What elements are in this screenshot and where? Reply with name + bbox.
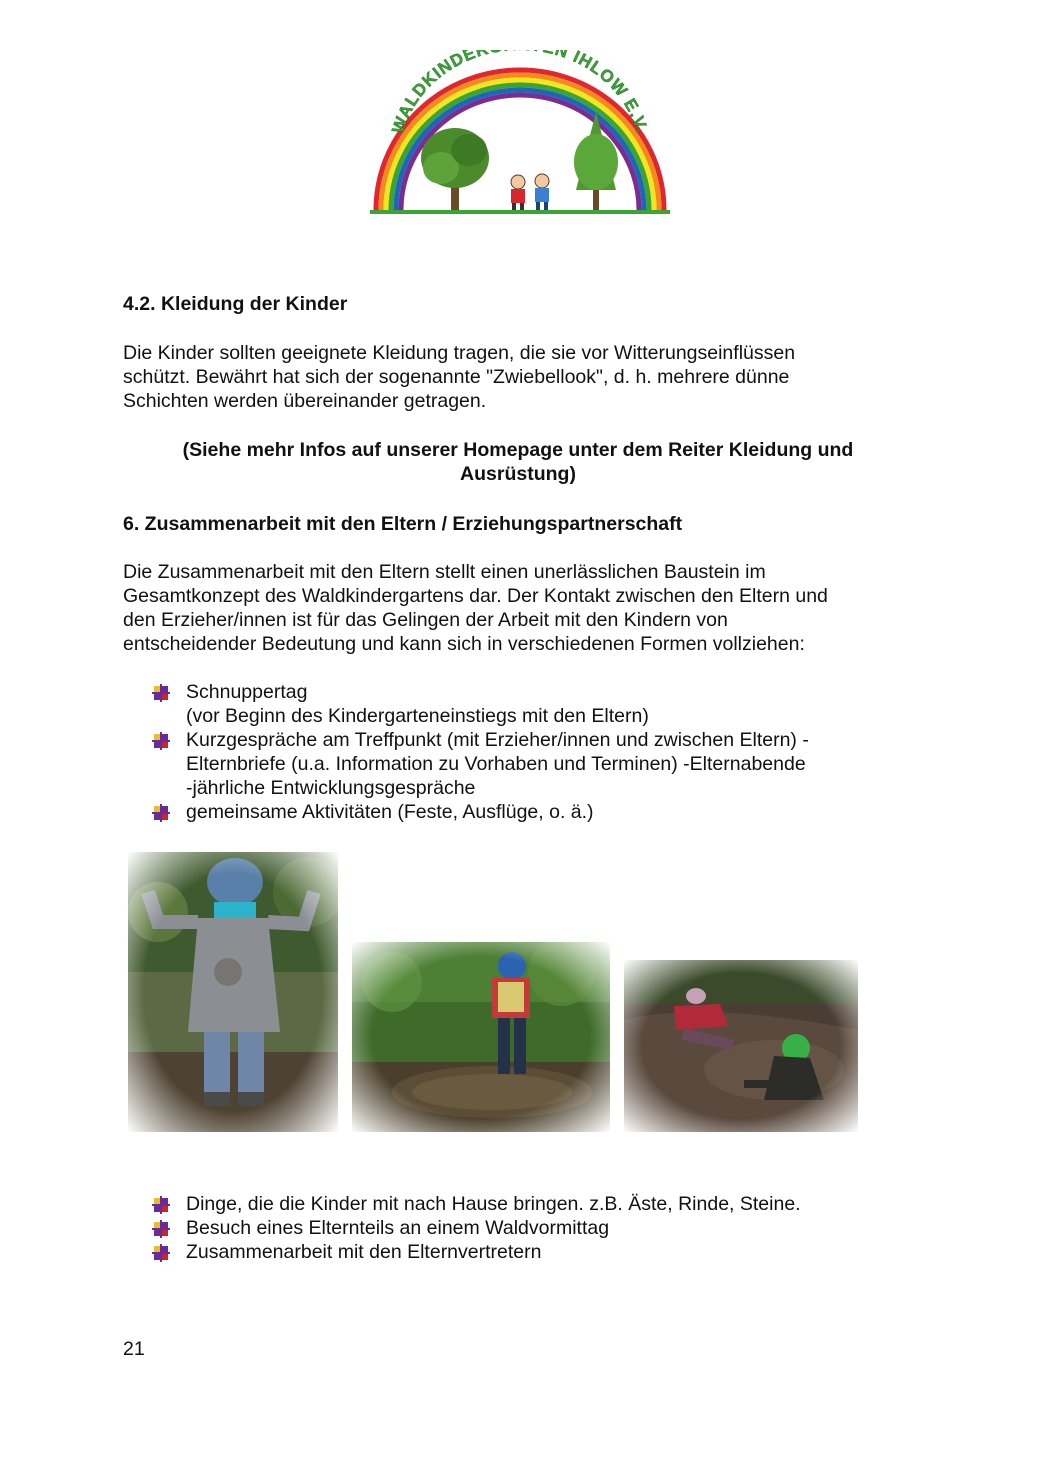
list-item <box>152 680 892 728</box>
list-item-line: Dinge, die die Kinder mit nach Hause bringen. z.B. Äste, Rinde, Steine. <box>186 1193 801 1215</box>
list-item-line: -jährliche Entwicklungsgespräche <box>186 777 476 799</box>
list-item-line: Schnuppertag <box>186 681 308 703</box>
photo-child-muddy-raincoat <box>128 852 338 1132</box>
note-line: (Siehe mehr Infos auf unserer Homepage unter dem Reiter Kleidung und <box>182 439 854 461</box>
bullet-icon <box>152 1196 170 1214</box>
homepage-note <box>123 438 913 486</box>
photo-children-in-mud <box>624 960 858 1132</box>
cooperation-list <box>152 680 892 824</box>
list-item-line: gemeinsame Aktivitäten (Feste, Ausflüge, o. ä.) <box>186 801 594 823</box>
list-item-line: (vor Beginn des Kindergarteneinstiegs mit den Eltern) <box>186 705 649 727</box>
list-item-line: Zusammenarbeit mit den Elternvertretern <box>186 1241 542 1263</box>
bullet-icon <box>152 804 170 822</box>
list-item-line: Kurzgespräche am Treffpunkt (mit Erzieher/innen und zwischen Eltern) - <box>186 729 809 751</box>
paragraph-line: Schichten werden übereinander getragen. <box>123 390 487 412</box>
paragraph-line: schützt. Bewährt hat sich der sogenannte "Zwiebellook", d. h. mehrere dünne <box>123 366 790 388</box>
paragraph-line: Gesamtkonzept des Waldkindergartens dar. Der Kontakt zwischen den Eltern und <box>123 585 828 607</box>
list-item <box>152 1240 892 1264</box>
clothing-paragraph <box>123 341 913 413</box>
list-item <box>152 800 892 824</box>
logo-text: WALDKINDE N IHLOW E.V. <box>388 50 652 136</box>
list-item <box>152 728 892 800</box>
bullet-icon <box>152 1220 170 1238</box>
kindergarten-logo <box>366 50 674 222</box>
list-item <box>152 1192 892 1216</box>
parents-paragraph <box>123 560 913 656</box>
note-line: Ausrüstung) <box>460 463 576 485</box>
list-item-line: Besuch eines Elternteils an einem Waldvormittag <box>186 1217 610 1239</box>
paragraph-line: den Erzieher/innen ist für das Gelingen der Arbeit mit den Kindern von <box>123 609 728 631</box>
paragraph-line: Die Kinder sollten geeignete Kleidung tragen, die sie vor Witterungseinflüssen <box>123 342 796 364</box>
bullet-icon <box>152 684 170 702</box>
section-heading-clothing: 4.2. Kleidung der Kinder <box>123 293 348 315</box>
paragraph-line: entscheidender Bedeutung und kann sich in verschiedenen Formen vollziehen: <box>123 633 805 655</box>
bullet-icon <box>152 732 170 750</box>
page-number: 21 <box>123 1338 145 1360</box>
photo-child-in-puddle <box>352 942 610 1132</box>
cooperation-list-continued <box>152 1192 892 1264</box>
section-heading-parents: 6. Zusammenarbeit mit den Eltern / Erziehungspartnerschaft <box>123 513 683 535</box>
paragraph-line: Die Zusammenarbeit mit den Eltern stellt einen unerlässlichen Baustein im <box>123 561 766 583</box>
list-item-line: Elternbriefe (u.a. Information zu Vorhaben und Terminen) -Elternabende <box>186 753 806 775</box>
list-item <box>152 1216 892 1240</box>
bullet-icon <box>152 1244 170 1262</box>
